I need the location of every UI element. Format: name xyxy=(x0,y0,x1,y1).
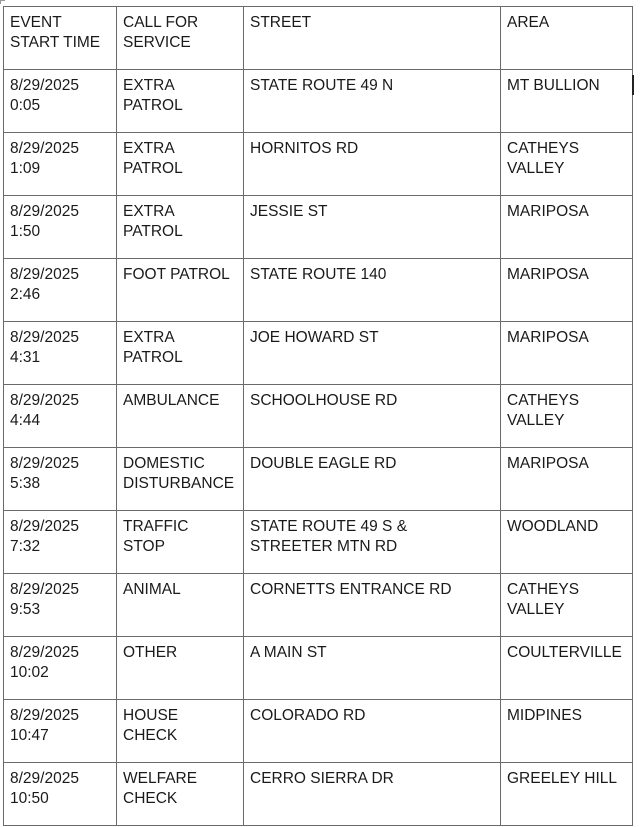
table-row xyxy=(4,700,633,763)
call-for-service-cell xyxy=(117,637,244,700)
cell-line: VALLEY xyxy=(507,601,565,618)
table-row xyxy=(4,763,633,826)
cell-line: CATHEYS xyxy=(507,392,580,409)
area-cell xyxy=(501,133,633,196)
cell-line: HORNITOS RD xyxy=(250,140,359,157)
area-cell xyxy=(501,700,633,763)
area-cell xyxy=(501,259,633,322)
cell-line: GREELEY HILL xyxy=(507,770,617,787)
street-cell xyxy=(244,385,501,448)
street-cell xyxy=(244,70,501,133)
street-cell xyxy=(244,322,501,385)
event-start-time-cell xyxy=(4,448,117,511)
event-start-time-cell xyxy=(4,763,117,826)
cell-line: STATE ROUTE 49 N xyxy=(250,77,394,94)
cell-line: DISTURBANCE xyxy=(123,475,235,492)
table-header xyxy=(4,7,633,70)
street-cell xyxy=(244,637,501,700)
cell-line: MARIPOSA xyxy=(507,203,589,220)
header-line: SERVICE xyxy=(123,34,191,51)
table-row xyxy=(4,259,633,322)
cell-line: 0:05 xyxy=(10,97,41,114)
cell-line: PATROL xyxy=(123,97,183,114)
table-row xyxy=(4,448,633,511)
street-cell xyxy=(244,511,501,574)
cell-line: FOOT PATROL xyxy=(123,266,230,283)
cell-line: AMBULANCE xyxy=(123,392,220,409)
street-cell xyxy=(244,448,501,511)
cell-line: DOMESTIC xyxy=(123,455,205,472)
event-start-time-cell xyxy=(4,322,117,385)
cell-line: 1:50 xyxy=(10,223,41,240)
area-cell xyxy=(501,385,633,448)
table-row xyxy=(4,196,633,259)
cell-line: A MAIN ST xyxy=(250,644,327,661)
cell-line: 1:09 xyxy=(10,160,41,177)
street-cell xyxy=(244,574,501,637)
cell-line: STOP xyxy=(123,538,165,555)
table-row xyxy=(4,637,633,700)
header-line: CALL FOR xyxy=(123,14,199,31)
event-start-time-cell xyxy=(4,385,117,448)
table-row xyxy=(4,70,633,133)
cell-line: 8/29/2025 xyxy=(10,266,79,283)
event-start-time-cell xyxy=(4,637,117,700)
header-line: AREA xyxy=(507,14,550,31)
header-line: EVENT xyxy=(10,14,62,31)
call-for-service-cell xyxy=(117,322,244,385)
header-line: START TIME xyxy=(10,34,101,51)
call-log-sheet xyxy=(3,6,633,826)
cell-line: CATHEYS xyxy=(507,140,580,157)
cell-line: 2:46 xyxy=(10,286,41,303)
area-cell xyxy=(501,448,633,511)
call-for-service-cell xyxy=(117,196,244,259)
cell-line: PATROL xyxy=(123,349,183,366)
area-cell xyxy=(501,763,633,826)
cell-line: PATROL xyxy=(123,223,183,240)
event-start-time-cell xyxy=(4,574,117,637)
cell-line: STATE ROUTE 49 S & xyxy=(250,518,408,535)
call-for-service-cell xyxy=(117,133,244,196)
cell-line: CERRO SIERRA DR xyxy=(250,770,394,787)
area-cell xyxy=(501,574,633,637)
cell-line: 8/29/2025 xyxy=(10,518,79,535)
cell-line: WOODLAND xyxy=(507,518,599,535)
cell-line: MARIPOSA xyxy=(507,329,589,346)
cell-line: MARIPOSA xyxy=(507,455,589,472)
event-start-time-cell xyxy=(4,700,117,763)
cell-line: EXTRA xyxy=(123,203,175,220)
cell-line: MARIPOSA xyxy=(507,266,589,283)
street-cell xyxy=(244,763,501,826)
cell-line: VALLEY xyxy=(507,412,565,429)
cell-line: VALLEY xyxy=(507,160,565,177)
event-start-time-cell xyxy=(4,259,117,322)
cell-line: 8/29/2025 xyxy=(10,329,79,346)
cell-line: CHECK xyxy=(123,727,178,744)
cell-line: OTHER xyxy=(123,644,178,661)
street-cell xyxy=(244,700,501,763)
cell-line: CHECK xyxy=(123,790,178,807)
header-row xyxy=(4,7,633,70)
call-for-service-cell xyxy=(117,763,244,826)
cell-line: 8/29/2025 xyxy=(10,140,79,157)
event-start-time-cell xyxy=(4,511,117,574)
call-for-service-cell xyxy=(117,574,244,637)
cell-line: 8/29/2025 xyxy=(10,707,79,724)
event-start-time-cell xyxy=(4,196,117,259)
street-cell xyxy=(244,259,501,322)
header-line: STREET xyxy=(250,14,312,31)
table-row xyxy=(4,574,633,637)
cell-line: MT BULLION xyxy=(507,77,600,94)
cell-line: CATHEYS xyxy=(507,581,580,598)
street-cell xyxy=(244,133,501,196)
cell-line: TRAFFIC xyxy=(123,518,189,535)
cell-line: JESSIE ST xyxy=(250,203,328,220)
call-for-service-cell xyxy=(117,70,244,133)
table-row xyxy=(4,385,633,448)
call-for-service-cell xyxy=(117,700,244,763)
cell-line: 9:53 xyxy=(10,601,41,618)
cell-line: 8/29/2025 xyxy=(10,392,79,409)
area-cell xyxy=(501,322,633,385)
area-cell xyxy=(501,196,633,259)
cell-line: PATROL xyxy=(123,160,183,177)
cell-line: 8/29/2025 xyxy=(10,581,79,598)
cell-line: 7:32 xyxy=(10,538,41,555)
call-for-service-cell xyxy=(117,448,244,511)
cell-line: 8/29/2025 xyxy=(10,203,79,220)
header-area xyxy=(501,7,633,70)
cell-line: 4:44 xyxy=(10,412,41,429)
street-cell xyxy=(244,196,501,259)
text-cursor-mark xyxy=(632,75,634,95)
header-call-for-service xyxy=(117,7,244,70)
cell-line: STATE ROUTE 140 xyxy=(250,266,387,283)
cell-line: STREETER MTN RD xyxy=(250,538,398,555)
cell-line: EXTRA xyxy=(123,329,175,346)
cell-line: DOUBLE EAGLE RD xyxy=(250,455,397,472)
cell-line: MIDPINES xyxy=(507,707,582,724)
area-cell xyxy=(501,511,633,574)
cell-line: COULTERVILLE xyxy=(507,644,622,661)
cell-line: ANIMAL xyxy=(123,581,181,598)
call-for-service-cell xyxy=(117,511,244,574)
cell-line: EXTRA xyxy=(123,77,175,94)
cell-line: 4:31 xyxy=(10,349,41,366)
cell-line: 10:50 xyxy=(10,790,49,807)
event-start-time-cell xyxy=(4,70,117,133)
cell-line: CORNETTS ENTRANCE RD xyxy=(250,581,452,598)
cell-line: HOUSE xyxy=(123,707,179,724)
call-for-service-cell xyxy=(117,385,244,448)
cell-line: 10:47 xyxy=(10,727,49,744)
table-row xyxy=(4,322,633,385)
cell-line: SCHOOLHOUSE RD xyxy=(250,392,398,409)
cell-line: 8/29/2025 xyxy=(10,770,79,787)
call-for-service-cell xyxy=(117,259,244,322)
page-corner-mark xyxy=(0,0,5,4)
cell-line: JOE HOWARD ST xyxy=(250,329,379,346)
cell-line: WELFARE xyxy=(123,770,198,787)
cell-line: EXTRA xyxy=(123,140,175,157)
area-cell xyxy=(501,70,633,133)
table-body xyxy=(4,70,633,826)
cell-line: COLORADO RD xyxy=(250,707,366,724)
area-cell xyxy=(501,637,633,700)
cell-line: 8/29/2025 xyxy=(10,455,79,472)
table-row xyxy=(4,133,633,196)
cell-line: 10:02 xyxy=(10,664,49,681)
cell-line: 8/29/2025 xyxy=(10,644,79,661)
header-event-start-time xyxy=(4,7,117,70)
header-street xyxy=(244,7,501,70)
cell-line: 5:38 xyxy=(10,475,41,492)
table-row xyxy=(4,511,633,574)
event-start-time-cell xyxy=(4,133,117,196)
cell-line: 8/29/2025 xyxy=(10,77,79,94)
call-log-table xyxy=(3,6,633,826)
